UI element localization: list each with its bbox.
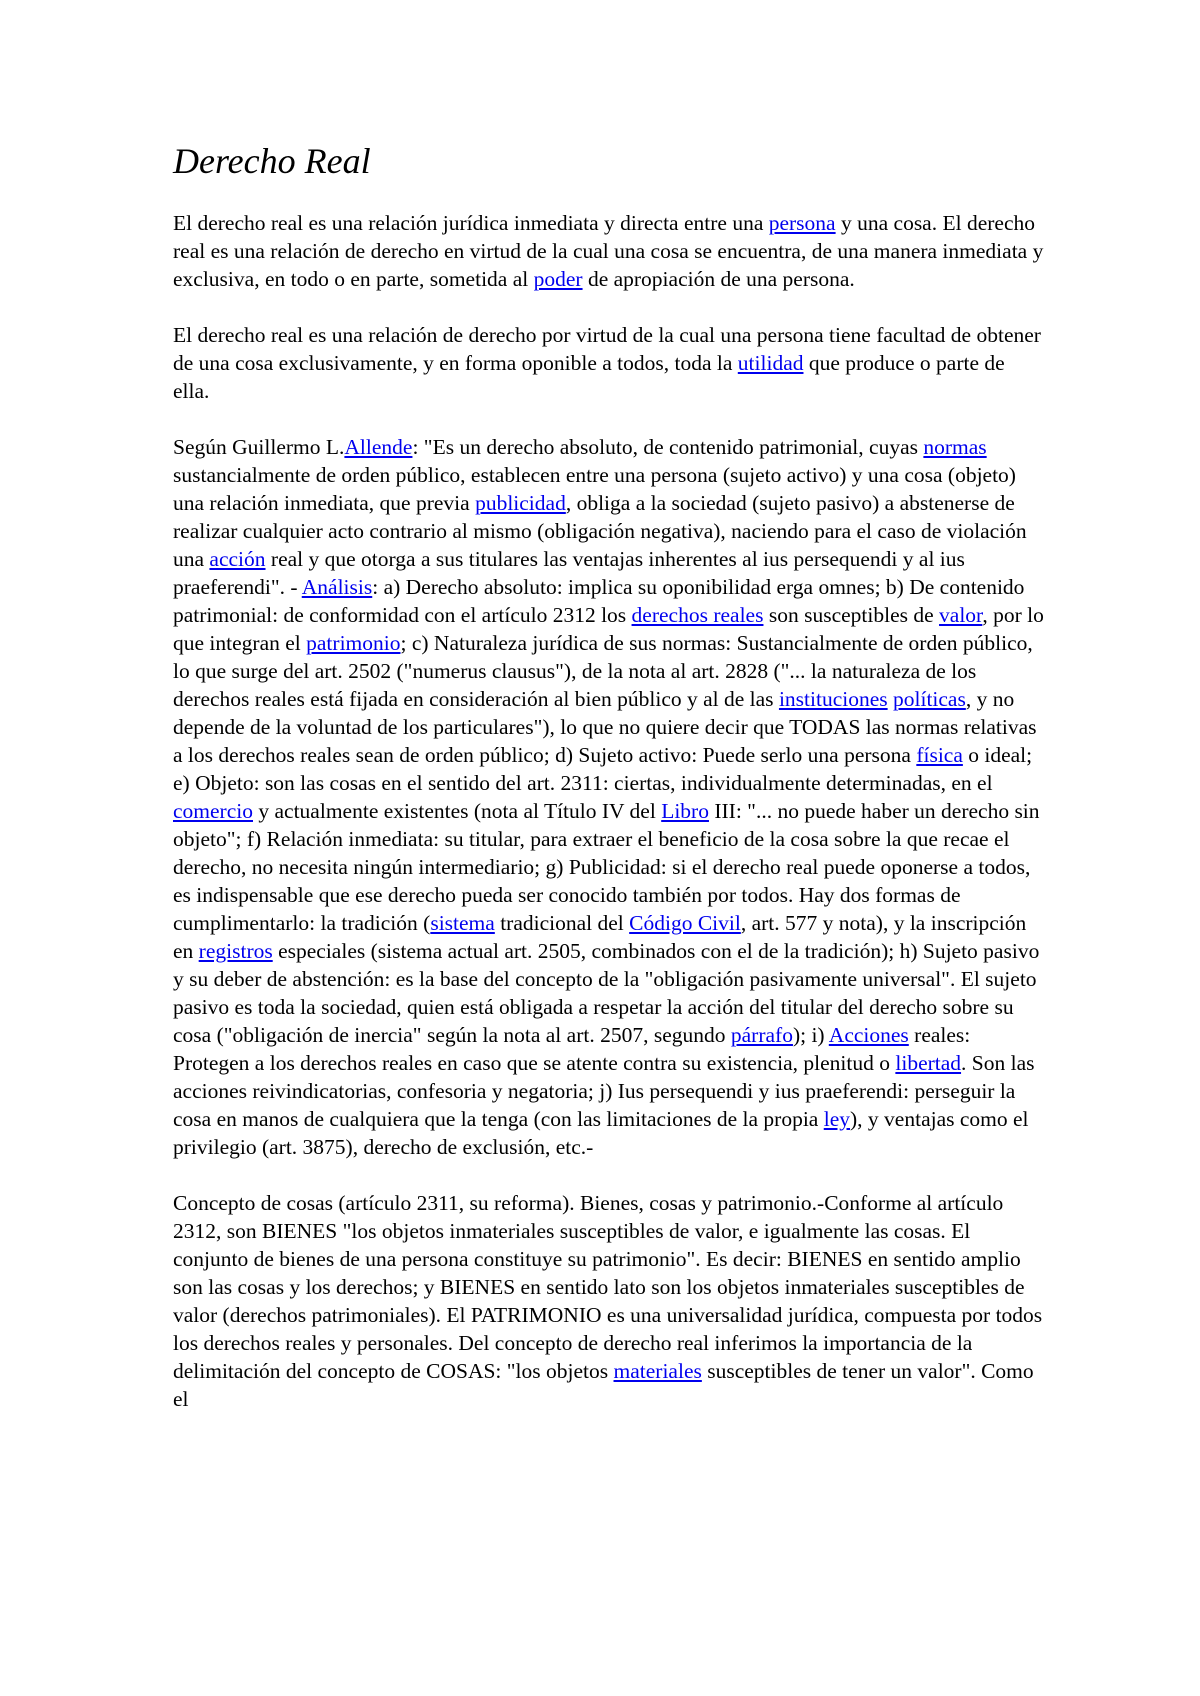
link-libro[interactable]: Libro xyxy=(661,799,709,824)
text-run: : "Es un derecho absoluto, de contenido patrimonial, cuyas xyxy=(412,435,924,460)
text-run: , por lo que integran el xyxy=(173,603,1044,656)
text-run: . Son las acciones reivindicatorias, confesoria y negatoria; j) Ius persequendi y ius praeferendi: perseguir la cosa en manos de cualquiera que la tenga (con las limitaciones de la propia xyxy=(173,1051,1035,1132)
link-física[interactable]: física xyxy=(916,743,963,768)
link-normas[interactable]: normas xyxy=(923,435,987,460)
link-acciones[interactable]: Acciones xyxy=(828,1023,909,1048)
text-run: susceptibles de tener un valor". Como el xyxy=(173,1359,1034,1412)
link-allende[interactable]: Allende xyxy=(344,435,413,460)
link-código-civil[interactable]: Código Civil xyxy=(629,911,741,936)
link-valor[interactable]: valor xyxy=(939,603,983,628)
text-run: y actualmente existentes (nota al Título IV del xyxy=(253,799,662,824)
link-instituciones[interactable]: instituciones xyxy=(778,687,888,712)
link-materiales[interactable]: materiales xyxy=(613,1359,702,1384)
text-run: ; c) Naturaleza jurídica de sus normas: Sustancialmente de orden público, lo que surge del art. 2502 ("numerus clausus"), de la nota al art. 2828 ("... la naturaleza de los derechos reales está fijada en consideración al bien público y al de las xyxy=(173,631,1033,712)
link-poder[interactable]: poder xyxy=(533,267,583,292)
text-run: son susceptibles de xyxy=(763,603,940,628)
text-run: de apropiación de una persona. xyxy=(582,267,855,292)
document-title: Derecho Real xyxy=(173,141,371,181)
link-párrafo[interactable]: párrafo xyxy=(730,1023,793,1048)
text-run: reales: Protegen a los derechos reales en caso que se atente contra su existencia, plenitud o xyxy=(173,1023,971,1076)
paragraph-3 xyxy=(173,433,1045,1161)
text-run: El derecho real es una relación jurídica inmediata y directa entre una xyxy=(173,211,769,236)
text-run: ); i) xyxy=(792,1023,829,1048)
text-run: Según Guillermo L. xyxy=(173,435,345,460)
text-run: o ideal; e) Objeto: son las cosas en el sentido del art. 2311: ciertas, individualmente determinadas, en el xyxy=(173,743,1033,796)
link-patrimonio[interactable]: patrimonio xyxy=(306,631,401,656)
text-run: real y que otorga a sus titulares las ventajas inherentes al ius persequendi y al ius praeferendi". - xyxy=(173,547,965,600)
link-registros[interactable]: registros xyxy=(198,939,273,964)
paragraph-4 xyxy=(173,1189,1045,1413)
text-run: , art. 577 y nota), y la inscripción en xyxy=(173,911,1027,964)
text-run: : a) Derecho absoluto: implica su oponibilidad erga omnes; b) De contenido patrimonial: de conformidad con el artículo 2312 los xyxy=(173,575,1025,628)
paragraph-2 xyxy=(173,321,1045,405)
link-acción[interactable]: acción xyxy=(209,547,266,572)
document-page xyxy=(173,140,1045,1441)
link-ley[interactable]: ley xyxy=(823,1107,851,1132)
text-run: que produce o parte de ella. xyxy=(173,351,1005,404)
link-comercio[interactable]: comercio xyxy=(173,799,253,824)
text-run: Concepto de cosas (artículo 2311, su reforma). Bienes, cosas y patrimonio.-Conforme al artículo 2312, son BIENES "los objetos inmateriales susceptibles de valor, e igualmente las cosas. El conjunto de bienes de una persona constituye su patrimonio". Es decir: BIENES en sentido amplio son las cosas y los derechos; y BIENES en sentido lato son los objetos inmateriales susceptibles de valor (derechos patrimoniales). El PATRIMONIO es una universalidad jurídica, compuesta por todos los derechos reales y personales. Del concepto de derecho real inferimos la importancia de la delimitación del concepto de COSAS: "los objetos xyxy=(173,1191,1043,1384)
text-run: especiales (sistema actual art. 2505, combinados con el de la tradición); h) Sujeto pasivo y su deber de abstención: es la base del concepto de la "obligación pasivamente universal". El sujeto pasivo es toda la sociedad, quien está obligada a respetar la acción del titular del derecho sobre su cosa ("obligación de inercia" según la nota al art. 2507, segundo xyxy=(173,939,1040,1048)
text-run: El derecho real es una relación de derecho por virtud de la cual una persona tiene facultad de obtener de una cosa exclusivamente, y en forma oponible a todos, toda la xyxy=(173,323,1041,376)
link-derechos-reales[interactable]: derechos reales xyxy=(631,603,764,628)
link-utilidad[interactable]: utilidad xyxy=(737,351,804,376)
text-run: , y no depende de la voluntad de los particulares"), lo que no quiere decir que TODAS las normas relativas a los derechos reales sean de orden público; d) Sujeto activo: Puede serlo una persona xyxy=(173,687,1037,768)
link-análisis[interactable]: Análisis xyxy=(301,575,373,600)
text-run: III: "... no puede haber un derecho sin objeto"; f) Relación inmediata: su titular, para extraer el beneficio de la cosa sobre la que recae el derecho, no necesita ningún intermediario; g) Publicidad: si el derecho real puede oponerse a todos, es indispensable que ese derecho pueda ser conocido también por todos. Hay dos formas de cumplimentarlo: la tradición ( xyxy=(173,799,1040,936)
link-libertad[interactable]: libertad xyxy=(895,1051,962,1076)
link-políticas[interactable]: políticas xyxy=(893,687,966,712)
text-run: tradicional del xyxy=(494,911,630,936)
link-persona[interactable]: persona xyxy=(768,211,836,236)
text-run: sustancialmente de orden público, establecen entre una persona (sujeto activo) y una cosa (objeto) una relación inmediata, que previa xyxy=(173,463,1016,516)
link-publicidad[interactable]: publicidad xyxy=(475,491,566,516)
text-run: y una cosa. El derecho real es una relación de derecho en virtud de la cual una cosa se encuentra, de una manera inmediata y exclusiva, en todo o en parte, sometida al xyxy=(173,211,1044,292)
paragraph-1 xyxy=(173,209,1045,293)
link-sistema[interactable]: sistema xyxy=(430,911,495,936)
text-run: , obliga a la sociedad (sujeto pasivo) a abstenerse de realizar cualquier acto contrario al mismo (obligación negativa), naciendo para el caso de violación una xyxy=(173,491,1027,572)
text-run: ), y ventajas como el privilegio (art. 3875), derecho de exclusión, etc.- xyxy=(173,1107,1029,1160)
